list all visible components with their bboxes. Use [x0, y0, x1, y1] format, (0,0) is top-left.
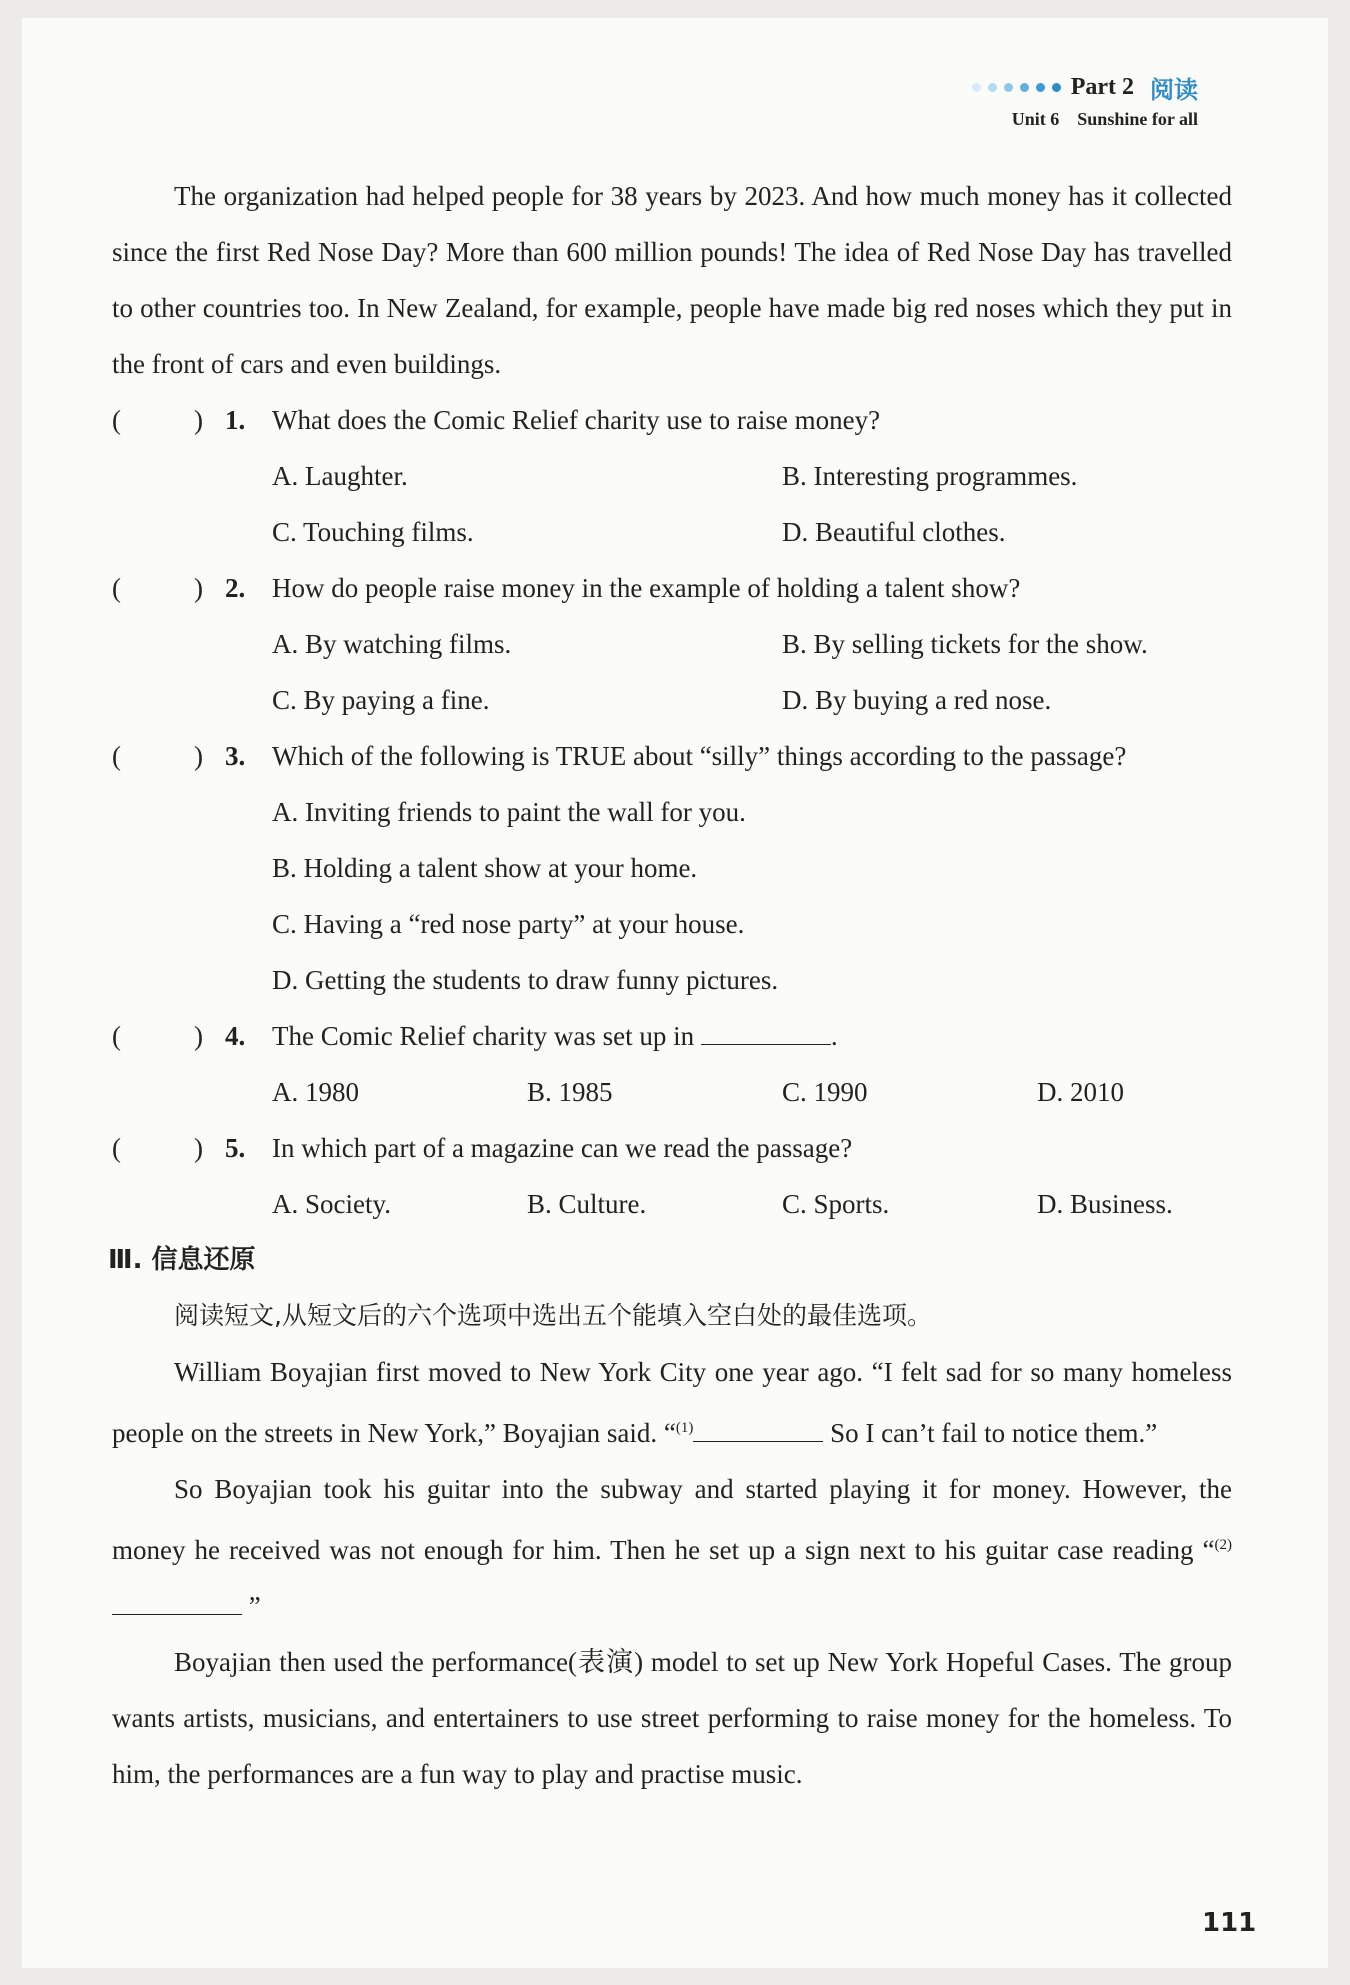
dot: [1004, 83, 1013, 92]
option: A. 1980: [272, 1077, 359, 1107]
question-number: 4.: [225, 1021, 246, 1051]
passage-paragraph: The organization had helped people for 38 years by 2023. And how much money has it collected since the first Red Nose Day? More than 600 million pounds! The idea of Red Nose Day has travelled to other countries too. In New Zealand, for example, people have made big red noses which they put in the front of cars and even buildings.: [112, 181, 1232, 379]
options-4: [112, 1064, 1232, 1120]
question-4: [112, 1008, 1232, 1064]
option: A. By watching films.: [272, 629, 512, 659]
answer-blank[interactable]: [693, 1419, 823, 1442]
question-text: What does the Comic Relief charity use to raise money?: [272, 405, 881, 435]
option: B. Culture.: [527, 1189, 647, 1219]
running-header: [972, 70, 1198, 130]
question-number: 1.: [225, 405, 246, 435]
option: A. Inviting friends to paint the wall for you.: [272, 797, 746, 827]
option: C. By paying a fine.: [272, 685, 490, 715]
unit-label: Unit 6: [1011, 109, 1060, 129]
option: D. Getting the students to draw funny pictures.: [272, 965, 779, 995]
question-2: [112, 560, 1232, 616]
option: B. Holding a talent show at your home.: [272, 853, 698, 883]
answer-paren-close: ): [194, 741, 203, 771]
main-content: [108, 168, 1232, 1802]
option: D. Beautiful clothes.: [782, 517, 1006, 547]
question-number: 5.: [225, 1133, 246, 1163]
option: B. Interesting programmes.: [782, 461, 1078, 491]
dot: [1036, 83, 1045, 92]
option: B. By selling tickets for the show.: [782, 629, 1148, 659]
option: A. Society.: [272, 1189, 391, 1219]
part-label: Part 2: [1070, 74, 1134, 100]
option: D. Business.: [1037, 1189, 1173, 1219]
option: C. Sports.: [782, 1189, 890, 1219]
page: [22, 18, 1328, 1968]
option: B. 1985: [527, 1077, 613, 1107]
text-run: William Boyajian first moved to New York City one year ago. “I felt sad for so many homeless people on the streets in New York,” Boyajian said. “: [112, 1357, 1232, 1448]
blank-number: (1): [675, 1420, 694, 1436]
options-5: [112, 1176, 1232, 1232]
answer-paren-close: ): [194, 405, 203, 435]
question-end: .: [830, 1021, 838, 1051]
option: C. Having a “red nose party” at your house.: [272, 909, 745, 939]
option: C. Touching films.: [272, 517, 474, 547]
answer-paren-open: (: [112, 741, 121, 771]
dot: [988, 83, 997, 92]
question-1: [112, 392, 1232, 448]
options-2: [112, 616, 1232, 728]
text-run: ”: [242, 1591, 261, 1621]
passage-paragraph: Boyajian then used the performance(表演) model to set up New York Hopeful Cases. The group wants artists, musicians, and entertainers to use street performing to raise money for the homeless. To him, the performances are a fun way to play and practise music.: [112, 1647, 1232, 1789]
section-instruction: 阅读短文,从短文后的六个选项中选出五个能填入空白处的最佳选项。: [174, 1301, 932, 1330]
unit-title: Sunshine for all: [1077, 109, 1198, 129]
blank-number: (2): [1214, 1537, 1232, 1553]
answer-blank[interactable]: [701, 1022, 831, 1045]
answer-paren-open: (: [112, 1021, 121, 1051]
passage-paragraph: [112, 1344, 1232, 1461]
option: D. 2010: [1037, 1077, 1124, 1107]
answer-paren-open: (: [112, 1133, 121, 1163]
answer-paren-open: (: [112, 405, 121, 435]
question-text: In which part of a magazine can we read the passage?: [272, 1133, 853, 1163]
option: A. Laughter.: [272, 461, 408, 491]
question-number: 2.: [225, 573, 246, 603]
answer-paren-close: ): [194, 1133, 203, 1163]
dot: [1052, 83, 1061, 92]
section-heading: Ⅲ. 信息还原: [108, 1245, 256, 1275]
text-run: So Boyajian took his guitar into the subway and started playing it for money. However, the money he received was not enough for him. Then he set up a sign next to his guitar case reading “: [112, 1474, 1232, 1565]
option: D. By buying a red nose.: [782, 685, 1052, 715]
answer-paren-close: ): [194, 1021, 203, 1051]
part-cn-label: 阅读: [1150, 76, 1198, 104]
question-number: 3.: [225, 741, 246, 771]
question-text: How do people raise money in the example of holding a talent show?: [272, 573, 1021, 603]
question-5: [112, 1120, 1232, 1176]
page-number: 111: [1202, 1908, 1257, 1938]
dot: [1020, 83, 1029, 92]
options-1: [112, 448, 1232, 560]
answer-blank[interactable]: [112, 1592, 242, 1615]
question-text: The Comic Relief charity was set up in: [272, 1021, 695, 1051]
options-3: [112, 784, 1232, 1008]
decorative-dots: [972, 83, 1061, 92]
question-text: Which of the following is TRUE about “silly” things according to the passage?: [272, 741, 1127, 771]
text-run: So I can’t fail to notice them.”: [823, 1418, 1158, 1448]
option: C. 1990: [782, 1077, 868, 1107]
question-3: [112, 728, 1232, 784]
dot: [972, 83, 981, 92]
answer-paren-open: (: [112, 573, 121, 603]
answer-paren-close: ): [194, 573, 203, 603]
passage-paragraph: [112, 1461, 1232, 1634]
